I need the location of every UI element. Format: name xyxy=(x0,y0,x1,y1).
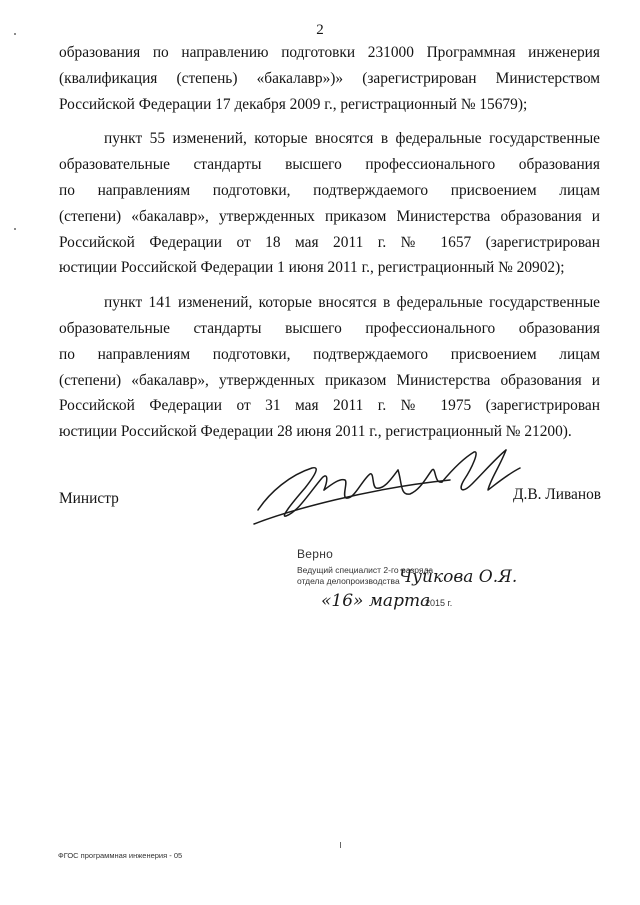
cert-date-row xyxy=(297,589,527,613)
text-line: по направлениям подготовки, подтверждаемого присвоением лицам xyxy=(59,181,600,199)
minister-title: Министр xyxy=(59,490,119,507)
text-line: пункт 141 изменений, которые вносятся в федеральные государственные xyxy=(104,294,600,312)
text-line: Российской Федерации 17 декабря 2009 г., регистрационный № 15679); xyxy=(59,95,528,113)
handwritten-signature xyxy=(250,440,550,535)
text-line: (квалификация (степень) «бакалавр»)» (зарегистрирован Министерством xyxy=(59,69,600,87)
footer-label: ФГОС программная инженерия - 05 xyxy=(58,851,183,860)
text-line: по направлениям подготовки, подтверждаемого присвоением лицам xyxy=(59,345,600,363)
text-line: пункт 55 изменений, которые вносятся в федеральные государственные xyxy=(104,130,600,148)
text-line: образования по направлению подготовки 231000 Программная инженерия xyxy=(59,44,600,61)
text-line: (степени) «бакалавр», утвержденных приказом Министерства образования и xyxy=(59,207,600,225)
text-line: юстиции Российской Федерации 1 июня 2011 г., регистрационный № 20902); xyxy=(59,259,565,277)
body-text xyxy=(59,40,600,454)
scan-speck xyxy=(14,33,16,35)
cert-position-line2: отдела делопроизводства xyxy=(297,576,400,586)
verno-label: Верно xyxy=(297,547,334,561)
text-line: Российской Федерации от 31 мая 2011 г. № 1975 (зарегистрирован xyxy=(59,397,600,415)
paragraph-3 xyxy=(59,290,600,445)
paragraph-2 xyxy=(59,126,600,281)
page-number: 2 xyxy=(316,22,324,38)
minister-name: Д.В. Ливанов xyxy=(513,486,602,503)
text-line: (степени) «бакалавр», утвержденных приказом Министерства образования и xyxy=(59,371,600,389)
cert-year: 2015 г. xyxy=(425,598,453,608)
certification-stamp xyxy=(297,547,527,611)
text-line: образовательные стандарты высшего профессионального образования xyxy=(59,156,600,174)
text-line: юстиции Российской Федерации 28 июня 2011 г., регистрационный № 21200). xyxy=(59,423,572,441)
scan-speck xyxy=(14,228,16,230)
scan-speck xyxy=(340,842,341,848)
text-line: Российской Федерации от 18 мая 2011 г. № 1657 (зарегистрирован xyxy=(59,233,600,251)
cert-position-line1: Ведущий специалист 2-го разряда xyxy=(297,565,434,575)
paragraph-1 xyxy=(59,40,600,117)
cert-handwritten-date: «16» марта xyxy=(321,591,431,611)
text-line: образовательные стандарты высшего профессионального образования xyxy=(59,319,600,337)
cert-handwritten-name: Чуйкова О.Я. xyxy=(399,567,518,587)
